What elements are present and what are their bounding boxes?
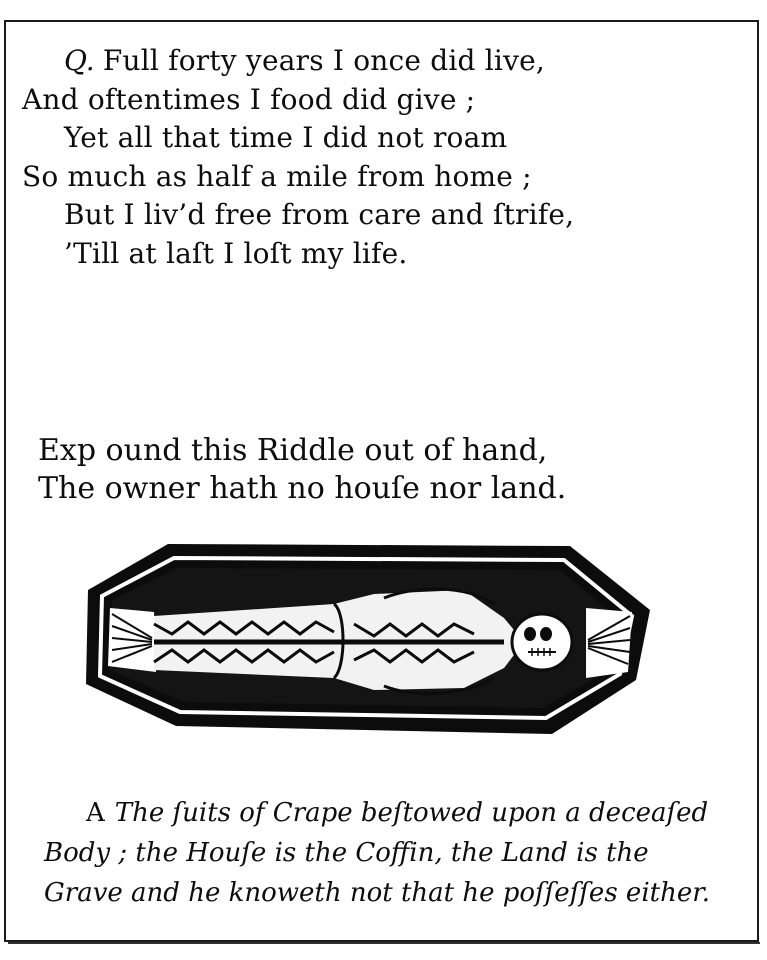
coffin-woodcut-icon <box>84 538 654 738</box>
verse-line-6: ’Till at laſt I loſt my life. <box>64 236 408 270</box>
riddle-prompt <box>38 432 738 508</box>
question-label: Q. <box>64 44 95 77</box>
border-shadow <box>8 942 760 944</box>
riddle-line-2: The owner hath no houſe nor land. <box>38 471 567 506</box>
riddle-answer <box>44 793 734 913</box>
riddle-verse <box>22 42 742 273</box>
answer-label: A <box>86 798 105 828</box>
verse-line-3: Yet all that time I did not roam <box>64 121 508 154</box>
verse-line-4: So much as half a mile from home ; <box>22 159 532 193</box>
answer-line-3: Grave and he knoweth not that he poſſeſſes either. <box>44 878 711 908</box>
answer-line-1: A The ſuits of Crape beſtowed upon a deceaſed <box>44 793 734 833</box>
verse-line-1: Q. Full forty years I once did live, <box>64 44 545 77</box>
skull <box>512 614 572 670</box>
riddle-line-1: Exp ound this Riddle out of hand, <box>38 433 548 468</box>
answer-line-2: Body ; the Houſe is the Coffin, the Land is the <box>44 838 649 868</box>
verse-line-5: But I liv’d free from care and ſtrife, <box>64 198 575 231</box>
verse-line-2: And oftentimes I food did give ; <box>22 82 476 116</box>
